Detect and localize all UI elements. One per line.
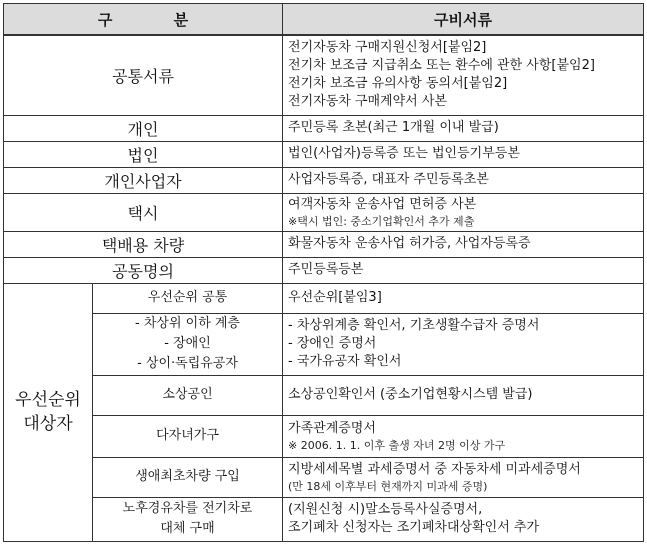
category-cell: 택시: [4, 193, 283, 231]
doc-line: 전기차 보조금 지급취소 또는 환수에 관한 사항[붙임2]: [288, 58, 595, 74]
table-row: [4, 313, 644, 375]
table-row: [4, 193, 644, 231]
doc-line: 전기자동차 구매계약서 사본: [288, 94, 447, 110]
documents-cell: [283, 497, 644, 541]
doc-note: ※ 2006. 1. 1. 이후 출생 자녀 2명 이상 가구: [288, 438, 506, 452]
category-cell: 택배용 차량: [4, 231, 283, 257]
table-row: [4, 283, 644, 313]
header-category: 구 분: [4, 4, 283, 36]
documents-cell: 소상공인확인서 (중소기업현황시스템 발급): [283, 375, 644, 415]
documents-cell: 화물자동차 운송사업 허가증, 사업자등록증: [283, 231, 644, 257]
subcategory-cell: [93, 313, 283, 375]
documents-cell: 주민등록 초본(최근 1개월 이내 발급): [283, 115, 644, 141]
table-row: [4, 141, 644, 167]
category-cell: 법인: [4, 141, 283, 167]
subcategory-cell: 생애최초차량 구입: [93, 457, 283, 497]
doc-line: 조기폐차 신청자는 조기폐차대상확인서 추가: [288, 520, 540, 535]
category-cell: 공통서류: [4, 35, 283, 115]
documents-cell: [283, 457, 644, 497]
sub-line: - 장애인: [164, 336, 211, 351]
documents-cell: 우선순위[붙임3]: [283, 283, 644, 313]
priority-label-line: 대상자: [23, 414, 73, 434]
doc-line: - 차상위계층 확인서, 기초생활수급자 증명서: [288, 318, 540, 333]
subcategory-cell: 다자녀가구: [93, 415, 283, 457]
sub-line: 대체 구매: [160, 521, 215, 536]
table-row: [4, 115, 644, 141]
table-row: [4, 497, 644, 541]
documents-cell: [283, 313, 644, 375]
doc-line: 가족관계증명서: [288, 420, 376, 436]
priority-target-cell: [4, 283, 93, 541]
documents-cell: 사업자등록증, 대표자 주민등록초본: [283, 167, 644, 193]
doc-note: ※택시 법인: 중소기업확인서 추가 제출: [288, 214, 475, 228]
doc-line: - 국가유공자 확인서: [288, 354, 402, 369]
doc-line: 전기차 보조금 유의사항 동의서[붙임2]: [288, 76, 508, 92]
documents-cell: [283, 193, 644, 231]
category-cell: 공동명의: [4, 257, 283, 283]
sub-line: - 상이·독립유공자: [137, 356, 238, 371]
subcategory-cell: 소상공인: [93, 375, 283, 415]
subcategory-cell: 우선순위 공통: [93, 283, 283, 313]
table-row: [4, 457, 644, 497]
doc-line: (지원신청 시)말소등록사실증명서,: [288, 502, 483, 517]
doc-line: 지방세세목별 과세증명서 중 자동차세 미과세증명서: [288, 461, 581, 477]
doc-line: 여객자동차 운송사업 면허증 사본: [288, 196, 477, 212]
table-row: [4, 167, 644, 193]
sub-line: 노후경유차를 전기차로: [122, 501, 253, 516]
subcategory-cell: [93, 497, 283, 541]
table-row: [4, 257, 644, 283]
doc-line: 전기자동차 구매지원신청서[붙임2]: [288, 40, 487, 56]
table-row: [4, 231, 644, 257]
category-cell: 개인: [4, 115, 283, 141]
sub-line: - 차상위 이하 계층: [135, 316, 240, 331]
priority-label-line: 우선순위: [15, 390, 81, 410]
table-row: [4, 35, 644, 115]
required-documents-table: [3, 3, 644, 542]
documents-cell: [283, 35, 644, 115]
documents-cell: 주민등록등본: [283, 257, 644, 283]
table-row: [4, 375, 644, 415]
doc-note: (만 18세 이후부터 현재까지 미과세 증명): [288, 479, 488, 493]
table-header-row: [4, 4, 644, 36]
doc-line: - 장애인 증명서: [288, 336, 377, 351]
documents-cell: [283, 415, 644, 457]
header-documents: 구비서류: [283, 4, 644, 36]
documents-cell: 법인(사업자)등록증 또는 법인등기부등본: [283, 141, 644, 167]
category-cell: 개인사업자: [4, 167, 283, 193]
table-row: [4, 415, 644, 457]
